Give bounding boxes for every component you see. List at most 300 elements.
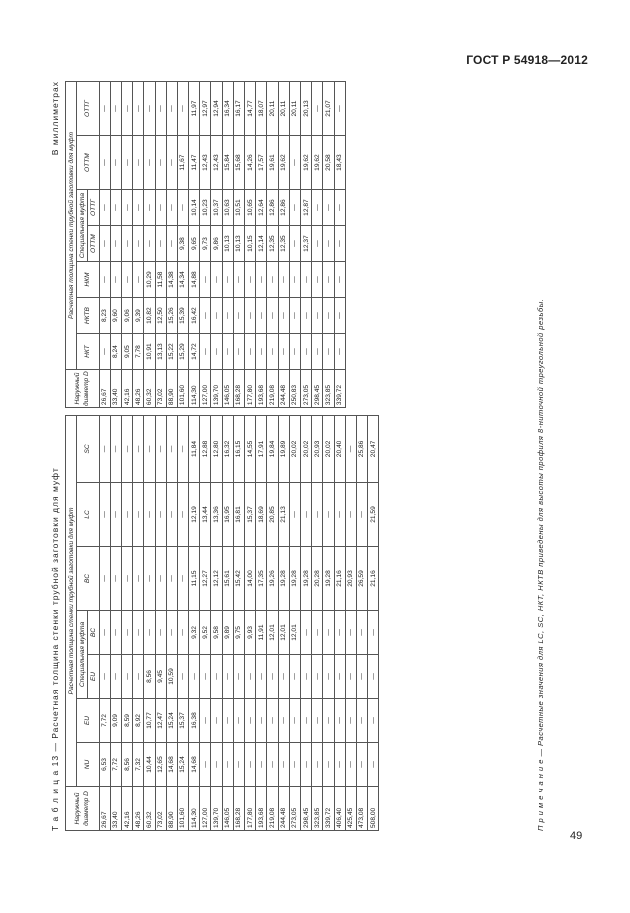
value-cell: —	[222, 699, 233, 743]
value-cell: 8,56	[144, 655, 155, 699]
value-cell: —	[256, 699, 267, 743]
diameter-cell: 406,40	[334, 787, 345, 831]
table-row	[323, 82, 334, 408]
value-cell: 10,59	[166, 655, 177, 699]
table-row	[110, 82, 121, 408]
header-nktv: НКТВ	[77, 298, 99, 334]
value-cell: —	[200, 298, 211, 334]
value-cell: —	[312, 743, 323, 787]
value-cell: —	[334, 699, 345, 743]
table-caption: Т а б л и ц а 13 — Расчетная толщина стенки трубной заготовки для муфт	[50, 467, 60, 831]
value-cell: —	[166, 483, 177, 547]
value-cell: —	[312, 298, 323, 334]
table-row	[345, 415, 356, 830]
diameter-cell: 473,08	[356, 787, 367, 831]
value-cell: —	[345, 415, 356, 482]
table-row	[177, 82, 188, 408]
value-cell: 8,56	[121, 743, 132, 787]
value-cell: —	[334, 611, 345, 655]
value-cell: —	[177, 415, 188, 482]
value-cell: 19,26	[267, 547, 278, 611]
value-cell: 14,38	[166, 262, 177, 298]
value-cell: 14,26	[245, 136, 256, 190]
value-cell: —	[99, 226, 110, 262]
value-cell: 19,62	[278, 136, 289, 190]
diameter-cell: 88,90	[166, 787, 177, 831]
value-cell: 10,14	[189, 190, 200, 226]
value-cell: —	[245, 699, 256, 743]
value-cell: —	[233, 334, 244, 370]
value-cell: 12,01	[267, 611, 278, 655]
value-cell: 9,60	[110, 298, 121, 334]
value-cell: 18,07	[256, 82, 267, 136]
table-row	[155, 415, 166, 830]
value-cell: 16,34	[222, 82, 233, 136]
value-cell: —	[144, 82, 155, 136]
value-cell: —	[256, 298, 267, 334]
header-special-eu: EU	[88, 655, 99, 699]
diameter-cell: 73,02	[155, 370, 166, 408]
value-cell: —	[200, 743, 211, 787]
diameter-cell: 48,26	[133, 370, 144, 408]
diameter-cell: 114,30	[189, 787, 200, 831]
value-cell: 11,84	[189, 415, 200, 482]
value-cell: —	[211, 334, 222, 370]
value-cell: 17,91	[256, 415, 267, 482]
value-cell: —	[121, 190, 132, 226]
value-cell: 10,91	[144, 334, 155, 370]
table-row	[121, 415, 132, 830]
value-cell: —	[289, 298, 300, 334]
value-cell: —	[211, 298, 222, 334]
value-cell: —	[155, 611, 166, 655]
diameter-cell: 244,48	[278, 370, 289, 408]
value-cell: —	[278, 655, 289, 699]
table-row	[233, 82, 244, 408]
table-row	[368, 415, 379, 830]
value-cell: 16,95	[222, 483, 233, 547]
value-cell: —	[200, 262, 211, 298]
value-cell: 14,88	[189, 262, 200, 298]
value-cell: —	[334, 298, 345, 334]
value-cell: —	[334, 334, 345, 370]
value-cell: 10,13	[222, 226, 233, 262]
value-cell: 12,12	[211, 547, 222, 611]
table-row	[267, 415, 278, 830]
value-cell: 9,93	[245, 611, 256, 655]
value-cell: 8,24	[110, 334, 121, 370]
value-cell: 9,89	[222, 611, 233, 655]
table-row	[144, 82, 155, 408]
value-cell: 20,13	[300, 82, 311, 136]
value-cell: —	[222, 334, 233, 370]
value-cell: 9,05	[121, 334, 132, 370]
diameter-cell: 88,90	[166, 370, 177, 408]
value-cell: —	[345, 483, 356, 547]
value-cell: —	[166, 415, 177, 482]
value-cell: 8,92	[133, 699, 144, 743]
table-row	[144, 415, 155, 830]
diameter-cell: 60,32	[144, 787, 155, 831]
value-cell: 13,36	[211, 483, 222, 547]
value-cell: 12,43	[200, 136, 211, 190]
diameter-cell: 42,16	[121, 370, 132, 408]
value-cell: —	[133, 190, 144, 226]
value-cell: —	[300, 298, 311, 334]
value-cell: —	[312, 655, 323, 699]
value-cell: —	[278, 262, 289, 298]
value-cell: 6,53	[99, 743, 110, 787]
value-cell: —	[278, 743, 289, 787]
header-diameter: Наружный диаметр D	[66, 370, 100, 408]
value-cell: 12,01	[278, 611, 289, 655]
value-cell: —	[233, 743, 244, 787]
table-row	[278, 82, 289, 408]
diameter-cell: 298,45	[312, 370, 323, 408]
diameter-cell: 146,05	[222, 787, 233, 831]
diameter-cell: 339,72	[323, 787, 334, 831]
diameter-cell: 114,30	[189, 370, 200, 408]
value-cell: —	[356, 483, 367, 547]
diameter-cell: 139,70	[211, 370, 222, 408]
value-cell: 12,87	[300, 190, 311, 226]
value-cell: —	[300, 655, 311, 699]
value-cell: —	[256, 262, 267, 298]
diameter-cell: 168,28	[233, 787, 244, 831]
value-cell: 25,86	[356, 415, 367, 482]
table-row	[133, 415, 144, 830]
table-row	[211, 82, 222, 408]
value-cell: —	[312, 226, 323, 262]
value-cell: —	[312, 190, 323, 226]
value-cell: 13,13	[155, 334, 166, 370]
value-cell: —	[233, 699, 244, 743]
value-cell: —	[289, 334, 300, 370]
value-cell: 21,07	[323, 82, 334, 136]
value-cell: 9,09	[110, 699, 121, 743]
value-cell: —	[334, 262, 345, 298]
units-label: В миллиметрах	[50, 81, 60, 156]
diameter-cell: 42,16	[121, 787, 132, 831]
value-cell: —	[110, 547, 121, 611]
value-cell: —	[245, 262, 256, 298]
value-cell: 19,28	[278, 547, 289, 611]
value-cell: —	[121, 547, 132, 611]
diameter-cell: 127,00	[200, 370, 211, 408]
value-cell: —	[356, 743, 367, 787]
value-cell: 20,11	[267, 82, 278, 136]
value-cell: —	[323, 226, 334, 262]
diameter-cell: 193,68	[256, 787, 267, 831]
diameter-cell: 73,02	[155, 787, 166, 831]
value-cell: —	[323, 743, 334, 787]
value-cell: —	[233, 655, 244, 699]
value-cell: 7,72	[99, 699, 110, 743]
header-group: Расчетная толщина стенки трубной заготовки для муфт	[66, 415, 77, 786]
value-cell: 15,37	[177, 699, 188, 743]
value-cell: 10,65	[245, 190, 256, 226]
value-cell: —	[110, 226, 121, 262]
right-table-body	[99, 82, 345, 408]
value-cell: 14,77	[245, 82, 256, 136]
table-row	[289, 82, 300, 408]
value-cell: 10,13	[233, 226, 244, 262]
value-cell: —	[245, 334, 256, 370]
header-nkt: НКТ	[77, 334, 99, 370]
value-cell: —	[99, 547, 110, 611]
value-cell: 19,28	[300, 547, 311, 611]
value-cell: —	[323, 190, 334, 226]
table-row	[222, 415, 233, 830]
table-row	[99, 82, 110, 408]
value-cell: —	[300, 699, 311, 743]
value-cell: —	[312, 699, 323, 743]
value-cell: 12,01	[289, 611, 300, 655]
value-cell: 14,00	[245, 547, 256, 611]
value-cell: —	[334, 743, 345, 787]
value-cell: 7,78	[133, 334, 144, 370]
value-cell: —	[189, 655, 200, 699]
value-cell: —	[289, 226, 300, 262]
table-row	[300, 415, 311, 830]
value-cell: 8,59	[121, 699, 132, 743]
value-cell: —	[278, 334, 289, 370]
value-cell: —	[289, 699, 300, 743]
diameter-cell: 250,83	[289, 370, 300, 408]
value-cell: 21,13	[278, 483, 289, 547]
value-cell: 16,38	[189, 699, 200, 743]
table-row	[334, 82, 345, 408]
diameter-cell: 60,32	[144, 370, 155, 408]
value-cell: 15,84	[222, 136, 233, 190]
value-cell: —	[133, 547, 144, 611]
value-cell: —	[267, 298, 278, 334]
value-cell: —	[144, 226, 155, 262]
value-cell: —	[267, 699, 278, 743]
value-cell: —	[144, 190, 155, 226]
left-table-body	[99, 415, 379, 830]
value-cell: 14,68	[189, 743, 200, 787]
value-cell: —	[300, 743, 311, 787]
value-cell: —	[345, 655, 356, 699]
value-cell: —	[166, 82, 177, 136]
value-cell: —	[289, 743, 300, 787]
left-table	[65, 415, 379, 831]
diameter-cell: 48,26	[133, 787, 144, 831]
value-cell: —	[99, 136, 110, 190]
value-cell: 15,24	[177, 743, 188, 787]
value-cell: 12,27	[200, 547, 211, 611]
value-cell: 7,32	[133, 743, 144, 787]
value-cell: 19,61	[267, 136, 278, 190]
value-cell: 20,40	[334, 415, 345, 482]
table-row	[200, 415, 211, 830]
value-cell: —	[166, 547, 177, 611]
value-cell: —	[133, 226, 144, 262]
diameter-cell: 298,45	[300, 787, 311, 831]
value-cell: —	[345, 743, 356, 787]
value-cell: 14,34	[177, 262, 188, 298]
value-cell: —	[300, 334, 311, 370]
value-cell: 11,67	[177, 136, 188, 190]
value-cell: —	[144, 136, 155, 190]
value-cell: 10,82	[144, 298, 155, 334]
value-cell: 19,89	[278, 415, 289, 482]
value-cell: —	[334, 190, 345, 226]
value-cell: —	[245, 655, 256, 699]
value-cell: —	[245, 743, 256, 787]
value-cell: —	[323, 298, 334, 334]
table-row	[166, 415, 177, 830]
value-cell: —	[323, 334, 334, 370]
header-group: Расчетная толщина стенки трубной заготовки для муфт	[66, 82, 77, 370]
table-row	[222, 82, 233, 408]
table-row	[155, 82, 166, 408]
value-cell: —	[323, 483, 334, 547]
tables-wrapper	[65, 81, 379, 831]
value-cell: 9,32	[189, 611, 200, 655]
value-cell: 12,50	[155, 298, 166, 334]
value-cell: —	[155, 82, 166, 136]
header-ottg: ОТТГ	[77, 82, 99, 136]
value-cell: 12,35	[267, 226, 278, 262]
value-cell: 12,35	[278, 226, 289, 262]
value-cell: 21,16	[334, 547, 345, 611]
value-cell: —	[200, 655, 211, 699]
value-cell: —	[99, 655, 110, 699]
diameter-cell: 146,05	[222, 370, 233, 408]
value-cell: —	[166, 190, 177, 226]
value-cell: 19,28	[289, 547, 300, 611]
header-ottm: ОТТМ	[77, 136, 99, 190]
diameter-cell: 273,05	[300, 370, 311, 408]
value-cell: 12,86	[278, 190, 289, 226]
value-cell: —	[133, 415, 144, 482]
diameter-cell: 177,80	[245, 787, 256, 831]
value-cell: —	[177, 655, 188, 699]
table-row	[200, 82, 211, 408]
value-cell: 15,22	[166, 334, 177, 370]
diameter-cell: 425,45	[345, 787, 356, 831]
value-cell: 9,06	[121, 298, 132, 334]
value-cell: 16,81	[233, 483, 244, 547]
value-cell: —	[144, 483, 155, 547]
value-cell: 7,72	[110, 743, 121, 787]
rotated-content	[50, 81, 580, 831]
value-cell: —	[121, 262, 132, 298]
value-cell: —	[267, 655, 278, 699]
value-cell: —	[368, 699, 379, 743]
value-cell: —	[345, 699, 356, 743]
value-cell: —	[177, 82, 188, 136]
value-cell: 9,52	[200, 611, 211, 655]
header-nu: NU	[77, 743, 99, 787]
value-cell: —	[300, 611, 311, 655]
value-cell: —	[133, 483, 144, 547]
value-cell: —	[110, 262, 121, 298]
value-cell: —	[110, 415, 121, 482]
value-cell: 19,28	[323, 547, 334, 611]
table-row	[256, 82, 267, 408]
value-cell: —	[323, 611, 334, 655]
table-row	[189, 415, 200, 830]
value-cell: —	[99, 262, 110, 298]
value-cell: —	[345, 611, 356, 655]
value-cell: 10,51	[233, 190, 244, 226]
value-cell: 9,58	[211, 611, 222, 655]
diameter-cell: 26,67	[99, 787, 110, 831]
right-table	[65, 81, 346, 408]
value-cell: 20,85	[267, 483, 278, 547]
value-cell: —	[166, 136, 177, 190]
value-cell: 9,86	[211, 226, 222, 262]
value-cell: 15,39	[177, 298, 188, 334]
header-special-ottm: ОТТМ	[88, 226, 99, 262]
value-cell: 20,11	[289, 82, 300, 136]
value-cell: 21,16	[368, 547, 379, 611]
value-cell: —	[267, 334, 278, 370]
table-row	[312, 415, 323, 830]
value-cell: 12,86	[267, 190, 278, 226]
value-cell: 12,14	[256, 226, 267, 262]
diameter-cell: 26,67	[99, 370, 110, 408]
value-cell: —	[289, 262, 300, 298]
value-cell: —	[144, 547, 155, 611]
table-row	[245, 415, 256, 830]
diameter-cell: 508,00	[368, 787, 379, 831]
value-cell: —	[211, 743, 222, 787]
value-cell: 11,58	[155, 262, 166, 298]
value-cell: 12,43	[211, 136, 222, 190]
value-cell: 9,39	[133, 298, 144, 334]
value-cell: —	[121, 136, 132, 190]
value-cell: —	[155, 136, 166, 190]
table-row	[323, 415, 334, 830]
diameter-cell: 168,28	[233, 370, 244, 408]
value-cell: 10,29	[144, 262, 155, 298]
value-cell: —	[121, 655, 132, 699]
value-cell: —	[334, 483, 345, 547]
value-cell: —	[222, 262, 233, 298]
value-cell: 19,62	[300, 136, 311, 190]
value-cell: —	[323, 699, 334, 743]
value-cell: —	[356, 655, 367, 699]
value-cell: —	[166, 226, 177, 262]
value-cell: 11,15	[189, 547, 200, 611]
value-cell: —	[312, 82, 323, 136]
table-row	[99, 415, 110, 830]
diameter-cell: 33,40	[110, 787, 121, 831]
document-header: ГОСТ Р 54918—2012	[466, 53, 588, 67]
value-cell: —	[323, 655, 334, 699]
value-cell: —	[256, 334, 267, 370]
value-cell: 12,19	[189, 483, 200, 547]
value-cell: —	[222, 655, 233, 699]
value-cell: —	[110, 82, 121, 136]
header-nkm: НКМ	[77, 262, 99, 298]
diameter-cell: 139,70	[211, 787, 222, 831]
value-cell: 16,32	[222, 415, 233, 482]
value-cell: —	[233, 298, 244, 334]
value-cell: 20,02	[323, 415, 334, 482]
table-row	[211, 415, 222, 830]
value-cell: 12,64	[256, 190, 267, 226]
header-sc: SC	[77, 415, 99, 482]
value-cell: 14,68	[166, 743, 177, 787]
value-cell: 11,97	[189, 82, 200, 136]
value-cell: 10,63	[222, 190, 233, 226]
diameter-cell: 244,48	[278, 787, 289, 831]
